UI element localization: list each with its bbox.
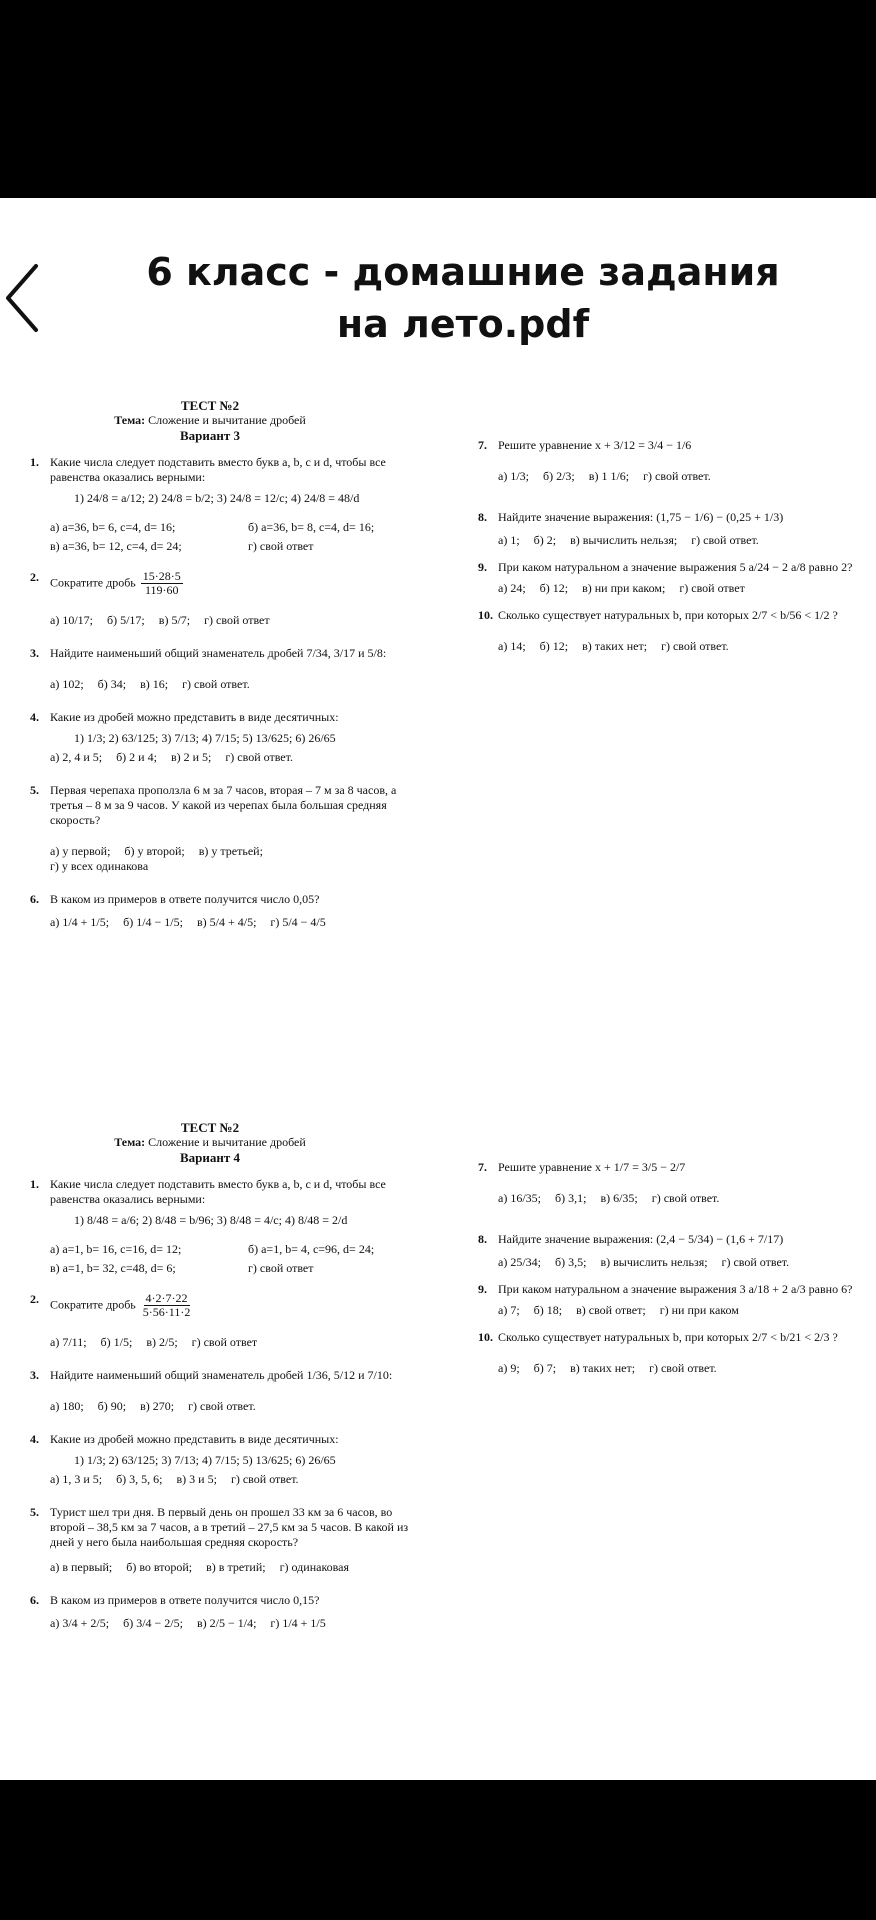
question-4: 4. Какие из дробей можно представить в виде десятичных: 1) 1/3; 2) 63/125; 3) 7/13; 4) 7/15; 5) 13/625; 6) 26/65 а) 1, 3 и 5; б) 3, 5, 6; в) 3 и 5; г) свой ответ. bbox=[30, 1432, 339, 1486]
right-column bbox=[478, 398, 864, 654]
pdf-page-variant-4 bbox=[0, 1120, 876, 1720]
test-heading bbox=[40, 398, 380, 443]
question-10: 10. Сколько существует натуральных b, при которых 2/7 < b/21 < 2/3 ? а) 9; б) 7; в) таких нет; г) свой ответ. bbox=[478, 1330, 838, 1375]
title-line-1: 6 класс - домашние задания bbox=[146, 250, 780, 294]
question-3: 3. Найдите наименьший общий знаменатель дробей 1/36, 5/12 и 7/10: а) 180; б) 90; в) 270; г) свой ответ. bbox=[30, 1368, 393, 1413]
question-8: 8. Найдите значение выражения: (2,4 − 5/34) − (1,6 + 7/17) а) 25/34; б) 3,5; в) вычислить нельзя; г) свой ответ. bbox=[478, 1232, 790, 1269]
question-5: 5. Первая черепаха проползла 6 м за 7 часов, вторая – 7 м за 8 часов, а третья – 8 м за 9 часов. У какой из черепах была большая средняя скорость? а) у первой; б) у второй; в) у третьей; г) у всех одинакова bbox=[30, 783, 397, 873]
bottom-black-bar bbox=[0, 1780, 876, 1920]
test-theme: Тема: Сложение и вычитание дробей bbox=[114, 413, 306, 427]
question-7: 7. Решите уравнение x + 3/12 = 3/4 − 1/6 а) 1/3; б) 2/3; в) 1 1/6; г) свой ответ. bbox=[478, 438, 711, 483]
question-7: 7. Решите уравнение x + 1/7 = 3/5 − 2/7 а) 16/35; б) 3,1; в) 6/35; г) свой ответ. bbox=[478, 1160, 720, 1205]
question-1: 1. Какие числа следует подставить вместо букв a, b, c и d, чтобы все равенства оказались верными: 1) 8/48 = a/6; 2) 8/48 = b/96; 3) 8/48 = 4/c; 4) 8/48 = 2/d а) a=1, b= 16, c=16, d= 12; б) a=1, b= 4, c=96, d= 24; в) a=1, b= 32, c=48, d= 6; г) свой ответ bbox=[30, 1177, 386, 1275]
question-5: 5. Турист шел три дня. В первый день он прошел 33 км за 6 часов, во второй – 38,5 км за 7 часов, а в третий – 27,5 км за 5 часов. В какой из дней у него была наибольшая средняя скорость? а) в первый; б) во второй; в) в третий; г) одинаковая bbox=[30, 1505, 409, 1574]
chevron-left-icon bbox=[2, 258, 44, 338]
question-1: 1. Какие числа следует подставить вместо букв a, b, c и d, чтобы все равенства оказались верными: 1) 24/8 = a/12; 2) 24/8 = b/2; 3) 24/8 = 12/c; 4) 24/8 = 48/d а) a=36, b= 6, c=4, d= 16; б) a=36, b= 8, c=4, d= 16; в) a=36, b= 12, c=4, d= 24; г) свой ответ bbox=[30, 455, 420, 554]
document-viewer bbox=[0, 198, 876, 1780]
back-button[interactable] bbox=[2, 258, 44, 338]
test-variant: Вариант 3 bbox=[179, 428, 241, 443]
question-2: 2. Сократите дробь $\frac{15\cdot 28\cdot 5}{119\cdot 60}$ а) 10/17; б) 5/17; в) 5/7; г) свой ответ bbox=[30, 569, 270, 627]
question-8: 8. Найдите значение выражения: (1,75 − 1/6) − (0,25 + 1/3) а) 1; б) 2; в) вычислить нельзя; г) свой ответ. bbox=[478, 510, 784, 547]
top-black-bar bbox=[0, 0, 876, 198]
right-column bbox=[478, 1120, 864, 1376]
left-column bbox=[30, 398, 420, 930]
document-title bbox=[60, 246, 866, 350]
equations: 1) 24/8 = a/12; 2) 24/8 = b/2; 3) 24/8 = 12/c; 4) 24/8 = 48/d bbox=[74, 491, 360, 505]
left-column bbox=[30, 1120, 420, 1631]
question-4: 4. Какие из дробей можно представить в виде десятичных: 1) 1/3; 2) 63/125; 3) 7/13; 4) 7/15; 5) 13/625; 6) 26/65 а) 2, 4 и 5; б) 2 и 4; в) 2 и 5; г) свой ответ. bbox=[30, 710, 339, 764]
question-3: 3. Найдите наименьший общий знаменатель дробей 7/34, 3/17 и 5/8: а) 102; б) 34; в) 16; г) свой ответ. bbox=[30, 646, 387, 691]
question-9: 9. При каком натуральном a значение выражения 3 a/18 + 2 a/3 равно 6? а) 7; б) 18; в) свой ответ; г) ни при каком bbox=[478, 1282, 853, 1317]
question-6: 6. В каком из примеров в ответе получится число 0,15? а) 3/4 + 2/5; б) 3/4 − 2/5; в) 2/5 − 1/4; г) 1/4 + 1/5 bbox=[30, 1593, 326, 1630]
question-6: 6. В каком из примеров в ответе получится число 0,05? а) 1/4 + 1/5; б) 1/4 − 1/5; в) 5/4 + 4/5; г) 5/4 − 4/5 bbox=[30, 892, 326, 929]
question-9: 9. При каком натуральном a значение выражения 5 a/24 − 2 a/8 равно 2? а) 24; б) 12; в) ни при каком; г) свой ответ bbox=[478, 560, 853, 595]
title-line-2: на лето.pdf bbox=[336, 302, 590, 346]
header bbox=[0, 198, 876, 378]
question-10: 10. Сколько существует натуральных b, при которых 2/7 < b/56 < 1/2 ? а) 14; б) 12; в) таких нет; г) свой ответ. bbox=[478, 608, 838, 653]
test-number: ТЕСТ №2 bbox=[180, 398, 240, 413]
test-heading: ТЕСТ №2 Тема: Сложение и вычитание дробей Вариант 4 bbox=[114, 1120, 306, 1165]
pdf-page-variant-3 bbox=[0, 398, 876, 998]
question-2: 2. Сократите дробь $\frac{4\cdot 2\cdot 7\cdot 22}{5\cdot 56\cdot 11\cdot 2}$ а) 7/11; б) 1/5; в) 2/5; г) свой ответ bbox=[30, 1291, 258, 1349]
